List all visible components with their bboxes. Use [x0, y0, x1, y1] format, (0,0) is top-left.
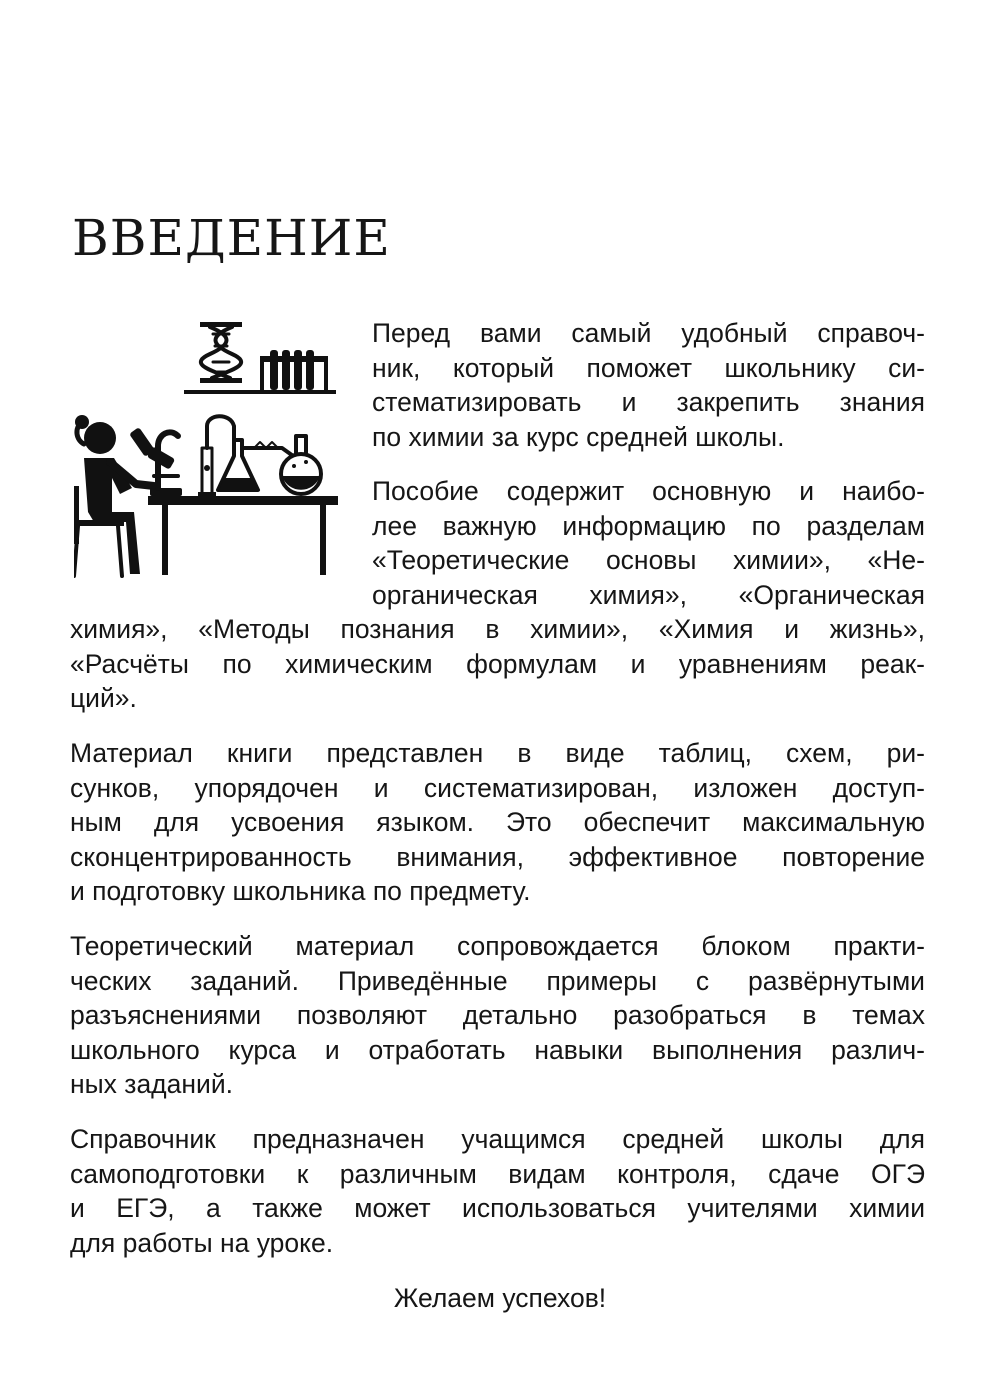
- paragraph-3-line: сконцентрированность внимания, эффективное повторение: [70, 841, 925, 872]
- paragraph-1-line: стематизировать и закрепить знания: [372, 387, 925, 417]
- paragraph-2-line: ций».: [70, 683, 137, 713]
- paragraph-4-line: ных заданий.: [70, 1069, 233, 1099]
- paragraph-2-line: «Теоретические основы химии», «Не-: [372, 545, 925, 575]
- paragraph-1-line: ник, который поможет школьнику си-: [372, 352, 925, 383]
- paragraph-4-line: Теоретический материал сопровождается блоком практи-: [70, 931, 925, 961]
- paragraph-3-line: и подготовку школьника по предмету.: [70, 876, 531, 906]
- paragraph-2-line: химия», «Методы познания в химии», «Химия и жизнь»,: [70, 614, 925, 644]
- paragraph-3-line: сунков, упорядочен и систематизирован, изложен доступ-: [70, 772, 925, 803]
- paragraph-3-line: ным для усвоения языком. Это обеспечит максимальную: [70, 807, 925, 837]
- paragraph-2-line: «Расчёты по химическим формулам и уравнениям реак-: [70, 648, 925, 679]
- paragraph-5-line: Справочник предназначен учащимся средней школы для: [70, 1124, 925, 1154]
- paragraph-4-line: ческих заданий. Приведённые примеры с развёрнутыми: [70, 965, 925, 996]
- paragraph-3-line: Материал книги представлен в виде таблиц, схем, ри-: [70, 738, 925, 768]
- paragraph-5-line: самоподготовки к различным видам контроля, сдаче ОГЭ: [70, 1158, 925, 1189]
- paragraph-4-line: разъяснениями позволяют детально разобраться в темах: [70, 1000, 925, 1030]
- page-title: ВВЕДЕНИЕ: [72, 209, 391, 267]
- paragraph-5-line: для работы на уроке.: [70, 1227, 334, 1258]
- paragraph-1-line: по химии за курс средней школы.: [372, 421, 785, 452]
- closing-wish: Желаем успехов!: [393, 1283, 607, 1313]
- chemist-at-lab-bench-illustration: [74, 316, 340, 578]
- paragraph-4-line: школьного курса и отработать навыки выполнения различ-: [70, 1034, 925, 1065]
- paragraph-2-line: лее важную информацию по разделам: [372, 510, 925, 541]
- paragraph-5-line: и ЕГЭ, а также может использоваться учителями химии: [70, 1193, 925, 1223]
- paragraph-1-line: Перед вами самый удобный справоч-: [372, 318, 925, 348]
- paragraph-2-line: Пособие содержит основную и наибо-: [372, 476, 925, 506]
- paragraph-2-line: органическая химия», «Органическая: [372, 579, 925, 610]
